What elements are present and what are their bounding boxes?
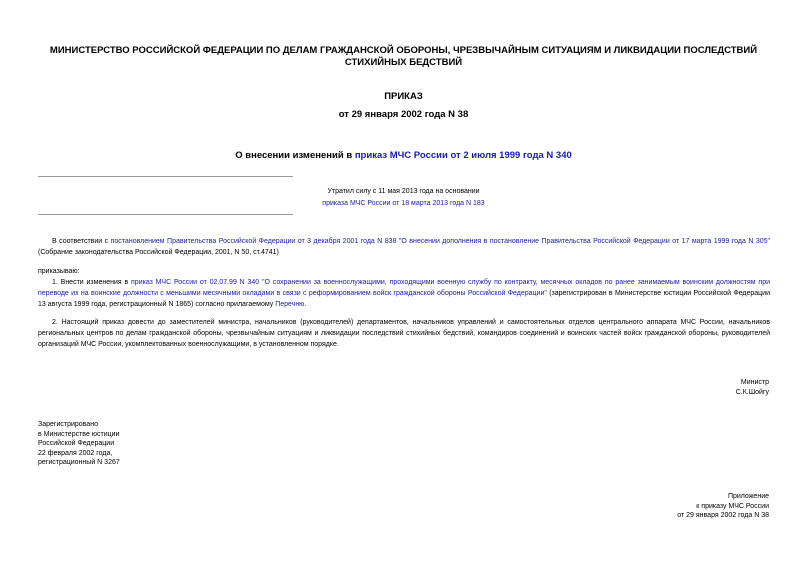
item1-appendix-link[interactable]: Перечню [275,301,305,308]
item1-prefix: 1. Внести изменения в [52,279,132,286]
divider-bottom [38,214,293,215]
registration-line: регистрационный N 3267 [38,459,120,466]
lost-force-link[interactable]: приказа МЧС России от 18 марта 2013 года N 183 [322,200,485,207]
signature-block [736,378,769,397]
divider-top [38,176,293,177]
ministry-title: МИНИСТЕРСТВО РОССИЙСКОЙ ФЕДЕРАЦИИ ПО ДЕЛАМ ГРАЖДАНСКОЙ ОБОРОНЫ, ЧРЕЗВЫЧАЙНЫМ СИТУАЦИЯМ И ЛИКВИДАЦИИ ПОСЛЕДСТВИЙ СТИХИЙНЫХ БЕДСТВИЙ [49,45,758,68]
signature-title: Министр [740,379,769,386]
registration-line: Зарегистрировано [38,421,98,428]
item1-suffix: . [304,301,307,308]
doc-subject [30,150,777,162]
registration-line: 22 февраля 2002 года, [38,449,113,457]
intro-suffix: (Собрание законодательства Российской Федерации, 2001, N 50, ст.4741) [38,249,279,256]
intro-prefix: В соответствии с [52,238,111,245]
item2-paragraph: 2. Настоящий приказ довести до заместителей министра, начальников (руководителей) департаментов, начальников управлений и самостоятельных отделов центрального аппарата МЧС России, начальников региональных центров по делам гражданской обороны, чрезвычайным ситуациям и ликвидации последствий стихийных бедствий, командиров соединений и воинских частей войск гражданской обороны, руководителей организаций МЧС России, укомплектованных военнослужащими, в установленном порядке. [38,319,770,348]
doc-type: ПРИКАЗ [384,91,423,102]
order-word: приказываю: [38,268,80,275]
registration-line: в Министерстве юстиции [38,430,120,438]
lost-force-note [180,186,627,210]
item1-link[interactable]: приказ МЧС России от 02.07.99 N 340 "О сохранении за военнослужащими, проходящими военную службу по контракту, месячных окладов по ранее занимаемым воинским должностям при переводе их на воинские должности с меньшими месячными окладами в связи с реформированием войск гражданской обороны Российской Федерации" [38,279,770,297]
intro-paragraph [38,236,770,258]
appendix-line: Приложение [727,493,769,500]
item1-paragraph [38,277,770,310]
appendix-line: от 29 января 2002 года N 38 [677,512,769,519]
lost-force-text: Утратил силу с 11 мая 2013 года на основании [327,188,480,195]
intro-link[interactable]: постановлением Правительства Российской Федерации от 3 декабря 2001 года N 838 "О внесении дополнения в постановление Правительства Российской Федерации от 17 марта 1999 года N 305" [110,238,771,245]
subject-prefix: О внесении изменений в [235,150,355,161]
item1-middle: (зарегистрирован в Министерстве юстиции Российской Федерации 13 августа 1999 года, регистрационный N 1865) согласно прилагаемому [38,290,771,308]
subject-link[interactable]: приказ МЧС России от 2 июля 1999 года N 340 [354,150,572,161]
signature-name: С.К.Шойгу [735,388,769,396]
appendix-block [677,492,769,521]
appendix-line: к приказу МЧС России [696,502,769,510]
registration-block [38,420,120,468]
registration-line: Российской Федерации [38,440,115,447]
doc-date: от 29 января 2002 года N 38 [338,109,469,120]
